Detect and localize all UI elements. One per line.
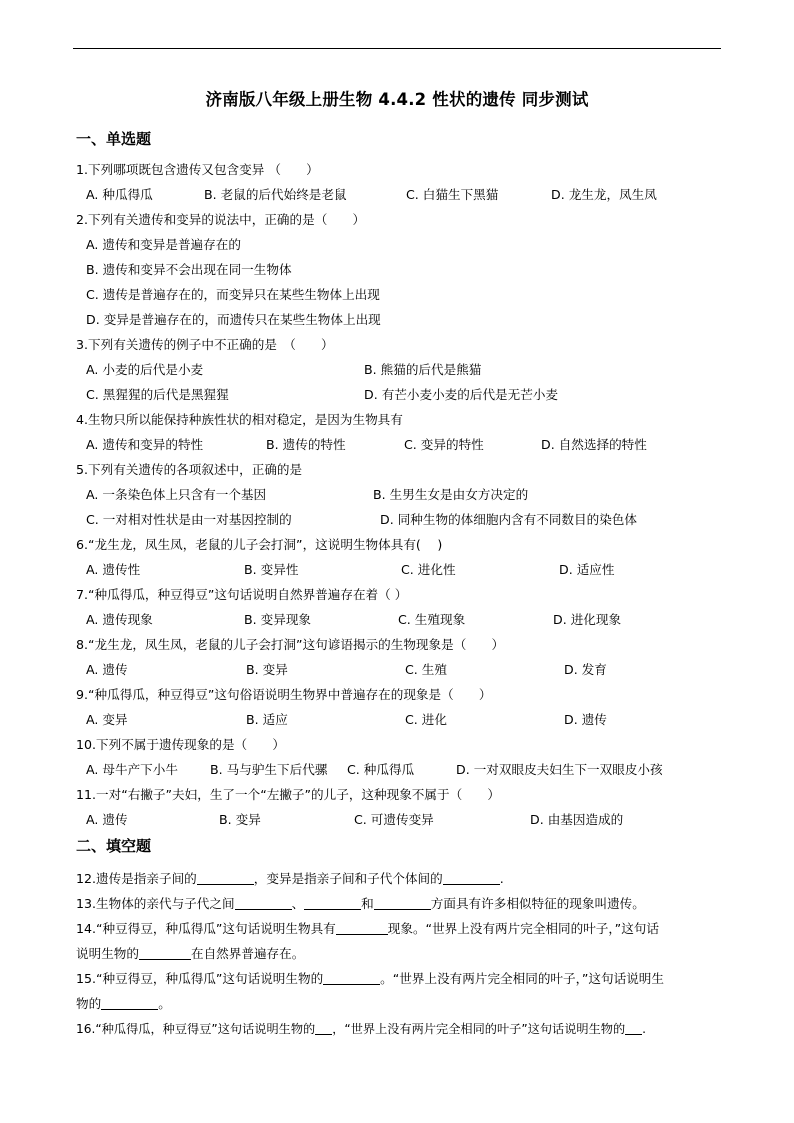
question-1-option-c[interactable]: C. 白猫生下黑猫 — [406, 187, 499, 202]
question-15-text-d: 。 — [158, 996, 171, 1011]
question-5-option-b[interactable]: B. 生男生女是由女方决定的 — [373, 487, 529, 502]
question-12-blank-2[interactable] — [443, 871, 500, 885]
question-6-option-d[interactable]: D. 适应性 — [559, 562, 615, 577]
question-11-option-d[interactable]: D. 由基因造成的 — [530, 812, 624, 827]
question-2-option-b-row — [86, 262, 726, 278]
question-15-line-1 — [76, 971, 664, 987]
question-1-option-b[interactable]: B. 老鼠的后代始终是老鼠 — [204, 187, 347, 202]
question-9-stem: 9.“种瓜得瓜，种豆得豆”这句俗语说明生物界中普遍存在的现象是（ ） — [76, 687, 492, 702]
question-12 — [76, 871, 504, 887]
question-2-stem: 2.下列有关遗传和变异的说法中，正确的是（ ） — [76, 212, 366, 227]
question-15-blank-2[interactable] — [101, 996, 158, 1010]
question-4-options — [86, 437, 726, 453]
question-14-text-d: 在自然界普遍存在。 — [190, 946, 305, 961]
question-14-blank-1[interactable] — [336, 921, 388, 935]
question-12-blank-1[interactable] — [197, 871, 254, 885]
question-6-option-a[interactable]: A. 遗传性 — [86, 562, 141, 577]
question-2-option-c[interactable]: C. 遗传是普遍存在的，而变异只在某些生物体上出现 — [86, 287, 380, 302]
question-2-option-d[interactable]: D. 变异是普遍存在的，而遗传只在某些生物体上出现 — [86, 312, 381, 327]
section-heading-single-choice: 一、单选题 — [76, 130, 152, 148]
question-3-option-d[interactable]: D. 有芒小麦小麦的后代是无芒小麦 — [364, 387, 559, 402]
question-11-option-b[interactable]: B. 变异 — [219, 812, 261, 827]
question-13-text-a: 13.生物体的亲代与子代之间 — [76, 896, 235, 911]
question-4-option-a[interactable]: A. 遗传和变异的特性 — [86, 437, 204, 452]
question-8-options — [86, 662, 726, 678]
question-13-text-b: 、 — [291, 896, 305, 911]
question-9-option-d[interactable]: D. 遗传 — [564, 712, 607, 727]
question-14-blank-2[interactable] — [139, 946, 191, 960]
question-7-option-d[interactable]: D. 进化现象 — [553, 612, 622, 627]
question-3-options-row-1 — [86, 362, 726, 378]
question-8-option-d[interactable]: D. 发育 — [564, 662, 607, 677]
question-14-line-1 — [76, 921, 659, 937]
question-7-option-c[interactable]: C. 生殖现象 — [398, 612, 466, 627]
question-3-stem: 3.下列有关遗传的例子中不正确的是 （ ） — [76, 337, 334, 352]
question-16 — [76, 1021, 646, 1037]
question-4-option-d[interactable]: D. 自然选择的特性 — [541, 437, 647, 452]
question-2-option-a-row — [86, 237, 726, 253]
question-13 — [76, 896, 645, 912]
question-8-stem: 8.“龙生龙，凤生凤，老鼠的儿子会打洞”这句谚语揭示的生物现象是（ ） — [76, 637, 505, 652]
question-5-option-a[interactable]: A. 一条染色体上只含有一个基因 — [86, 487, 267, 502]
question-10-option-d[interactable]: D. 一对双眼皮夫妇生下一双眼皮小孩 — [456, 762, 663, 777]
header-rule — [73, 48, 721, 49]
question-13-blank-3[interactable] — [374, 896, 431, 910]
question-1-option-d[interactable]: D. 龙生龙，凤生凤 — [551, 187, 657, 202]
question-5-stem: 5.下列有关遗传的各项叙述中，正确的是 — [76, 462, 303, 477]
question-14-line-2 — [76, 946, 304, 962]
question-11-option-a[interactable]: A. 遗传 — [86, 812, 128, 827]
question-9-option-a[interactable]: A. 变异 — [86, 712, 128, 727]
question-16-text-b: ，“世界上没有两片完全相同的叶子”这句话说明生物的 — [332, 1022, 626, 1036]
question-3-options-row-2 — [86, 387, 726, 403]
document-title: 济南版八年级上册生物 4.4.2 性状的遗传 同步测试 — [205, 90, 589, 109]
question-10-option-c[interactable]: C. 种瓜得瓜 — [347, 762, 415, 777]
question-5-option-c[interactable]: C. 一对相对性状是由一对基因控制的 — [86, 512, 292, 527]
question-9-options — [86, 712, 726, 728]
question-8-option-a[interactable]: A. 遗传 — [86, 662, 128, 677]
question-11-options — [86, 812, 726, 828]
question-7-option-b[interactable]: B. 变异现象 — [244, 612, 312, 627]
question-7-option-a[interactable]: A. 遗传现象 — [86, 612, 153, 627]
question-1-option-a[interactable]: A. 种瓜得瓜 — [86, 187, 153, 202]
question-7-options — [86, 612, 726, 628]
question-5-options-row-1 — [86, 487, 726, 503]
question-1-options — [86, 187, 726, 203]
question-3-option-a[interactable]: A. 小麦的后代是小麦 — [86, 362, 204, 377]
question-6-option-b[interactable]: B. 变异性 — [244, 562, 299, 577]
question-13-blank-2[interactable] — [304, 896, 361, 910]
question-6-stem: 6.“龙生龙，凤生凤，老鼠的儿子会打洞”，这说明生物体具有( ) — [76, 537, 443, 552]
question-2-option-c-row — [86, 287, 726, 303]
question-16-text-a: 16.“种瓜得瓜，种豆得豆”这句话说明生物的 — [76, 1022, 316, 1036]
question-2-option-d-row — [86, 312, 726, 328]
question-2-option-a[interactable]: A. 遗传和变异是普遍存在的 — [86, 237, 241, 252]
question-13-text-c: 和 — [361, 896, 374, 911]
question-9-option-b[interactable]: B. 适应 — [246, 712, 288, 727]
question-10-stem: 10.下列不属于遗传现象的是（ ） — [76, 737, 285, 752]
section-heading-fill-blank: 二、填空题 — [76, 837, 152, 855]
question-4-stem: 4.生物只所以能保持种族性状的相对稳定，是因为生物具有 — [76, 412, 403, 427]
question-3-option-b[interactable]: B. 熊猫的后代是熊猫 — [364, 362, 482, 377]
question-12-text-c: . — [499, 871, 504, 886]
question-14-text-b: 现象。“世界上没有两片完全相同的叶子，”这句话 — [387, 921, 659, 936]
question-8-option-c[interactable]: C. 生殖 — [405, 662, 447, 677]
question-5-options-row-2 — [86, 512, 726, 528]
question-8-option-b[interactable]: B. 变异 — [246, 662, 288, 677]
question-10-option-b[interactable]: B. 马与驴生下后代骡 — [210, 762, 328, 777]
question-3-option-c[interactable]: C. 黑猩猩的后代是黑猩猩 — [86, 387, 229, 402]
question-9-option-c[interactable]: C. 进化 — [405, 712, 447, 727]
question-7-stem: 7.“种瓜得瓜，种豆得豆”这句话说明自然界普遍存在着（ ） — [76, 587, 408, 602]
question-15-blank-1[interactable] — [323, 971, 380, 985]
question-15-text-a: 15.“种豆得豆，种瓜得瓜”这句话说明生物的 — [76, 971, 324, 986]
question-6-option-c[interactable]: C. 进化性 — [401, 562, 456, 577]
question-13-blank-1[interactable] — [235, 896, 292, 910]
question-12-text-a: 12.遗传是指亲子间的 — [76, 871, 197, 886]
question-4-option-c[interactable]: C. 变异的特性 — [404, 437, 484, 452]
question-16-blank-2[interactable] — [625, 1021, 642, 1035]
question-12-text-b: ，变异是指亲子间和子代个体间的 — [253, 871, 443, 886]
question-15-line-2 — [76, 996, 171, 1012]
question-14-text-a: 14.“种豆得豆，种瓜得瓜”这句话说明生物具有 — [76, 921, 336, 936]
question-11-option-c[interactable]: C. 可遗传变异 — [354, 812, 434, 827]
question-6-options — [86, 562, 726, 578]
question-2-option-b[interactable]: B. 遗传和变异不会出现在同一生物体 — [86, 262, 292, 277]
question-15-text-c: 物的 — [76, 996, 102, 1011]
question-16-blank-1[interactable] — [315, 1021, 332, 1035]
question-10-option-a[interactable]: A. 母牛产下小牛 — [86, 762, 178, 777]
question-10-options — [86, 762, 726, 778]
question-11-stem: 11.一对“右撇子”夫妇，生了一个“左撇子”的儿子，这种现象不属于（ ） — [76, 787, 500, 802]
question-16-text-c: . — [642, 1022, 647, 1036]
question-14-text-c: 说明生物的 — [76, 946, 139, 961]
question-13-text-d: 方面具有许多相似特征的现象叫遗传。 — [430, 896, 645, 911]
question-15-text-b: 。“世界上没有两片完全相同的叶子，”这句话说明生 — [380, 971, 664, 986]
question-1-stem: 1.下列哪项既包含遗传又包含变异 （ ） — [76, 162, 319, 177]
question-5-option-d[interactable]: D. 同种生物的体细胞内含有不同数目的染色体 — [380, 512, 637, 527]
question-4-option-b[interactable]: B. 遗传的特性 — [266, 437, 346, 452]
